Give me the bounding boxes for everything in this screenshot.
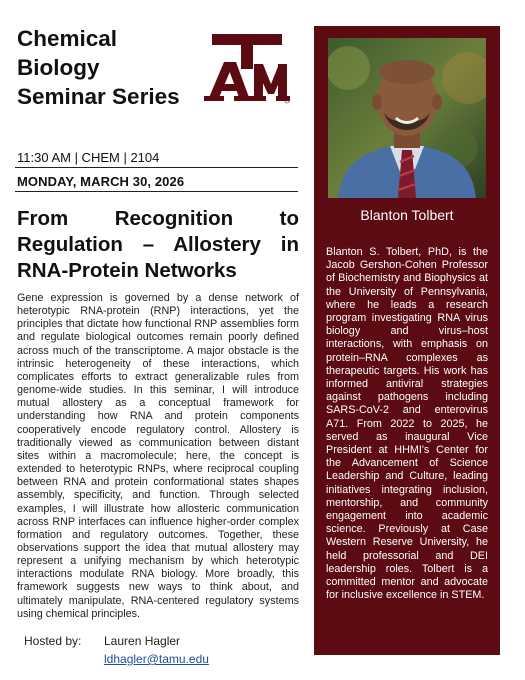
hosted-by-label: Hosted by: (24, 634, 82, 648)
talk-abstract: Gene expression is governed by a dense network of heterotypic RNA-protein (RNP) interactions, yet the principles that dictate how functional RNP assemblies form and regulate biological outcomes remain poorly defined across much of the transcriptome. A major obstacle is the intrinsic heterogeneity of these interactions, which complicates efforts to extract generalizable rules from genome-wide studies. In this seminar, I will introduce mutual allostery as a conceptual framework for understanding how RNA and protein components cooperatively encode regulatory control. Allostery is traditionally viewed as communication between distant sites within a macromolecule; here, the concept is extended to heterotypic RNPs, where reciprocal coupling between RNA and protein conformational states shapes assembly, specificity, and function. Through selected examples, I will illustrate how allosteric communication across RNP interfaces can influence higher-order complex formation and regulatory outcomes. Together, these observations support the idea that mutual allostery may represent a unifying mechanism by which heterotypic interactions modulate RNA biology. More broadly, this framework suggests new ways to think about, and ultimately manipulate, RNA-centered regulatory systems using chemical principles. (17, 292, 299, 620)
texas-am-logo (204, 32, 290, 104)
talk-title: From Recognition to Regulation – Allostery in RNA-Protein Networks (17, 207, 299, 282)
divider (15, 167, 298, 168)
time-location: 11:30 AM | CHEM | 2104 (17, 150, 160, 165)
speaker-bio: Blanton S. Tolbert, PhD, is the Jacob Gershon-Cohen Professor of Biochemistry and Biophysics at the University of Pennsylvania, where he leads a research program investigating RNA virus biology and virus–host interactions, with emphasis on protein–RNA complexes as therapeutic targets. His work has informed antiviral strategies against pathogens including SARS-CoV-2 and enterovirus A71. From 2022 to 2025, he served as inaugural Vice President at HHMI's Center for the Advancement of Science Leadership and Culture, leading initiatives integrating inclusion, mentorship, and community engagement into academic science. Previously at Case Western Reserve University, he held professorial and DEI leadership roles. Tolbert is a committed mentor and advocate for inclusive excellence in STEM. (326, 246, 488, 602)
seminar-date: MONDAY, MARCH 30, 2026 (17, 174, 185, 189)
speaker-photo (328, 38, 486, 198)
host-name: Lauren Hagler (104, 634, 181, 648)
speaker-name: Blanton Tolbert (360, 207, 454, 223)
seminar-series-title: Chemical Biology Seminar Series (17, 26, 180, 109)
host-email-link[interactable]: ldhagler@tamu.edu (104, 652, 209, 666)
divider (15, 191, 298, 192)
